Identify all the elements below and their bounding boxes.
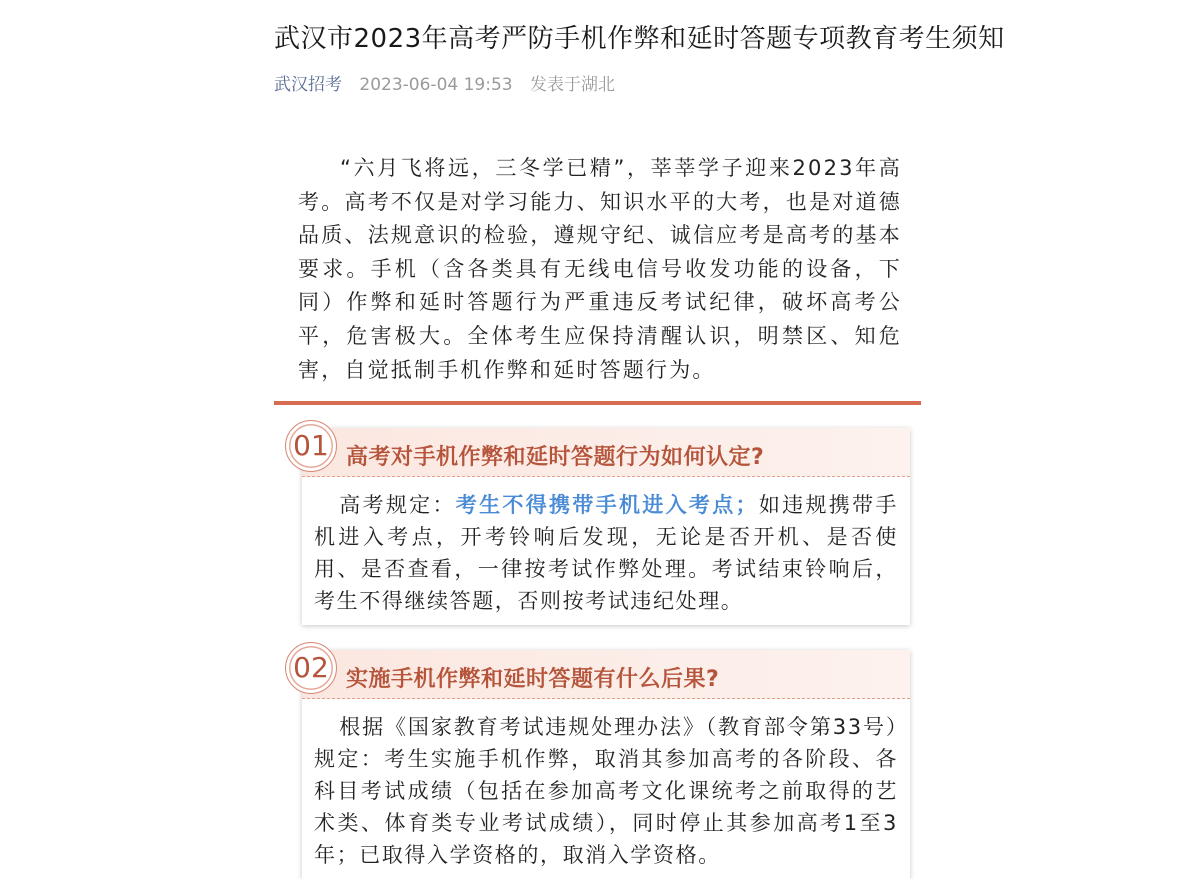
section-body-prefix-01: 高考规定：: [339, 493, 456, 517]
section-body-rest-01: 如违规携带手机进入考点，开考铃响后发现，无论是否开机、是否使用、是否查看，一律按考试作弊处理。考试结束铃响后，考生不得继续答题，否则按考试违纪处理。: [314, 493, 899, 613]
section-card-02: [302, 650, 910, 879]
section-header-02: [302, 650, 910, 699]
section-number-badge-01: [285, 420, 337, 472]
section-question-02: 实施手机作弊和延时答题有什么后果?: [346, 667, 720, 692]
section-card-01: [302, 428, 910, 625]
intro-paragraph: “六月飞将远，三冬学已精”，莘莘学子迎来2023年高考。高考不仅是对学习能力、知识水平的大考，也是对道德品质、法规意识的检验，遵规守纪、诚信应考是高考的基本要求。手机（含各类具有无线电信号收发功能的设备，下同）作弊和延时答题行为严重违反考试纪律，破坏高考公平，危害极大。全体考生应保持清醒认识，明禁区、知危害，自觉抵制手机作弊和延时答题行为。: [298, 156, 902, 382]
article-meta: [274, 70, 615, 95]
section-number-badge-02: [285, 642, 337, 694]
section-question-01: 高考对手机作弊和延时答题行为如何认定?: [346, 445, 765, 470]
section-divider: [274, 401, 921, 405]
publish-datetime: 2023-06-04 19:53: [359, 75, 513, 95]
section-number-02: 02: [293, 651, 329, 684]
article-title: 武汉市2023年高考严防手机作弊和延时答题专项教育考生须知: [274, 24, 1005, 54]
publish-location: 发表于湖北: [530, 75, 616, 95]
section-header-01: [302, 428, 910, 477]
section-body-02: 根据《国家教育考试违规处理办法》（教育部令第33号）规定：考生实施手机作弊，取消其参加高考的各阶段、各科目考试成绩（包括在参加高考文化课统考之前取得的艺术类、体育类专业考试成绩），同时停止其参加高考1至3年；已取得入学资格的，取消入学资格。: [314, 715, 898, 867]
section-body-highlight-01: 考生不得携带手机进入考点；: [455, 493, 759, 517]
section-body-01: [302, 477, 910, 625]
section-number-01: 01: [293, 429, 329, 462]
account-name-link[interactable]: 武汉招考: [274, 75, 342, 95]
